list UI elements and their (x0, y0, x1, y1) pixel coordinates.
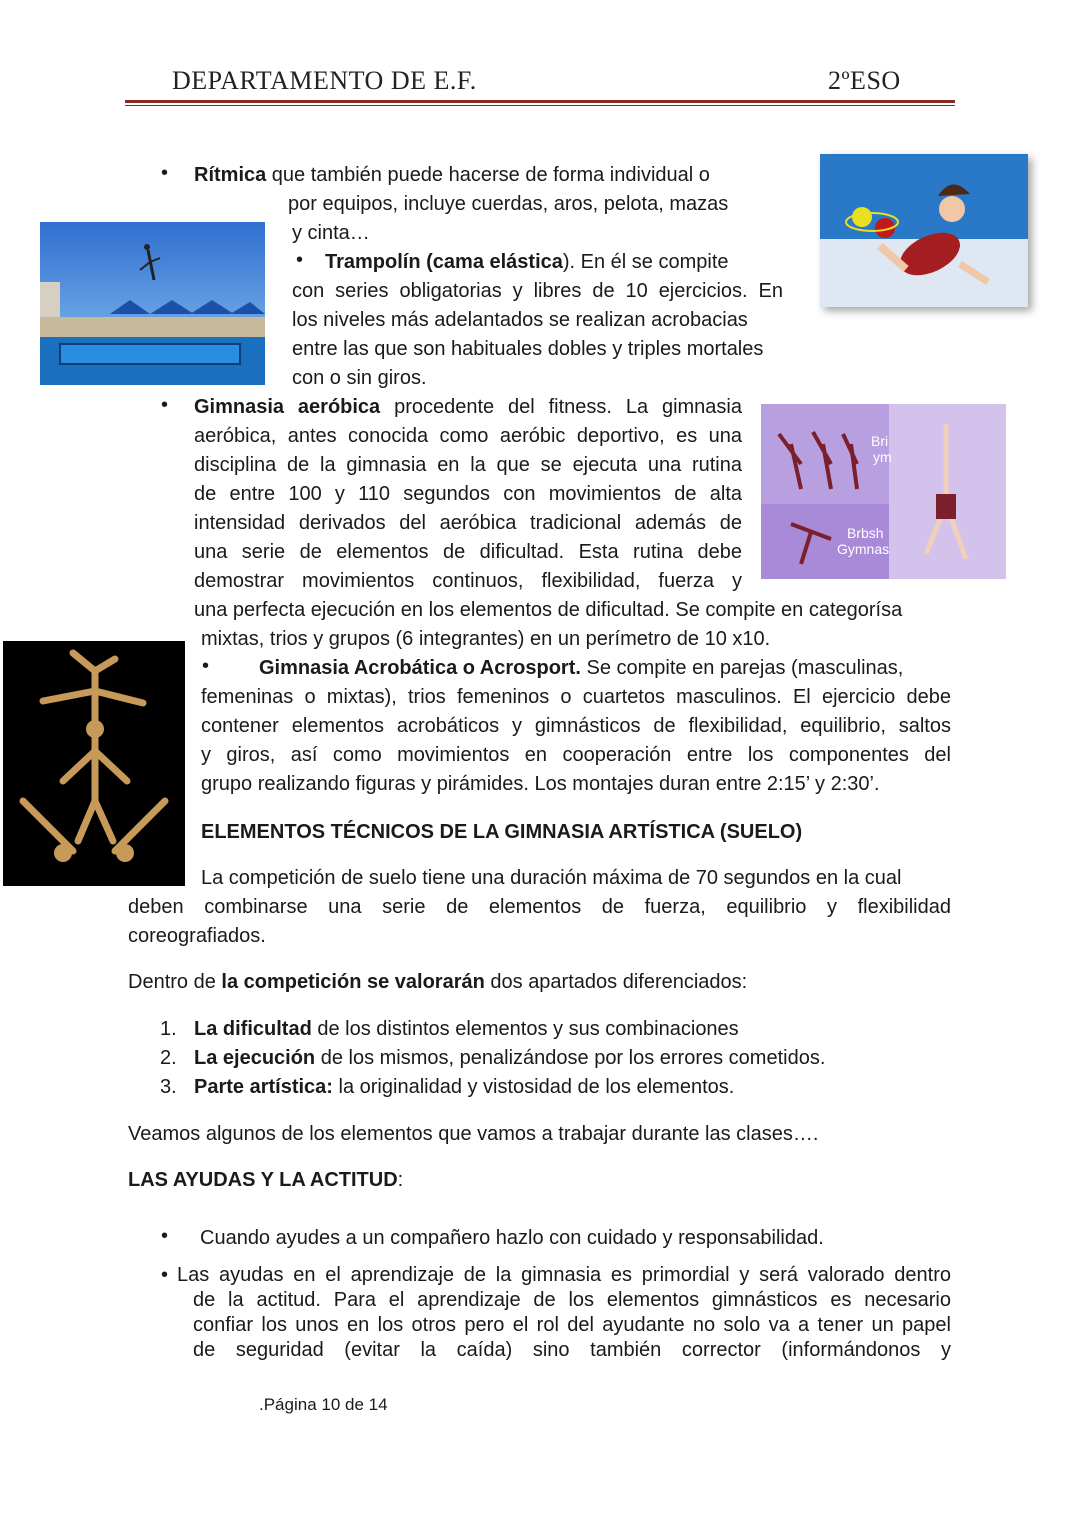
trampolin-line-2: con series obligatorias y libres de 10 ejercicios. En (292, 280, 783, 302)
criteria-bold: La dificultad (194, 1018, 312, 1040)
criteria-item (160, 1044, 825, 1073)
criteria-bold: Parte artística: (194, 1076, 333, 1098)
trampolin-line-1-text: ). En él se compite (562, 251, 729, 273)
aerobica-line-7: demostrar movimientos continuos, flexibilidad, fuerza y (194, 570, 742, 592)
arena-sign-text-4: Gymnas (837, 541, 890, 557)
acrosport-bullet: • (202, 655, 210, 677)
trampolin-line-1 (325, 248, 783, 277)
criteria-number: 3. (160, 1076, 177, 1098)
ritmica-line-1 (194, 161, 710, 190)
acrosport-line-2: femeninas o mixtas), trios femeninos o cuartetos masculinos. El ejercicio debe (201, 686, 951, 708)
acrosport-line-3: contener elementos acrobáticos y gimnásticos de flexibilidad, equilibrio, saltos (201, 715, 951, 737)
elementos-p2 (128, 968, 747, 997)
aerobica-bullet: • (161, 394, 169, 416)
rhythmic-gymnast-photo (820, 154, 1028, 307)
header-department: DEPARTAMENTO DE E.F. (172, 66, 477, 95)
acrosport-line-1-text: Se compite en parejas (masculinas, (580, 657, 904, 679)
acrosport-line-4: y giros, así como movimientos en cooperación entre los componentes del (201, 744, 951, 766)
ayudas-bullet-2: • (161, 1264, 169, 1286)
ayudas-heading-bold: LAS AYUDAS Y LA ACTITUD (128, 1169, 398, 1191)
aerobica-line-1 (194, 393, 742, 422)
arena-sign-text-2: ym (873, 449, 892, 465)
trampoline-photo (40, 222, 265, 385)
ritmica-bullet: • (161, 162, 169, 184)
arena-sign-text-3: Brbsh (847, 525, 884, 541)
acrosport-term: Gimnasia Acrobática o Acrosport. (259, 657, 581, 679)
header-rule (125, 100, 955, 103)
elementos-p1-line-1: La competición de suelo tiene una duración máxima de 70 segundos en la cual (201, 867, 902, 889)
criteria-item (160, 1073, 734, 1102)
ayudas-item-2-line-4: de seguridad (evitar la caída) sino también corrector (informándonos y (193, 1339, 951, 1361)
aerobica-line-2: aeróbica, antes conocida como aeróbic deportivo, es una (194, 425, 742, 447)
criteria-number: 2. (160, 1047, 177, 1069)
aerobica-line-4: de entre 100 y 110 segundos con movimientos de alta (194, 483, 742, 505)
elementos-p1-line-3: coreografiados. (128, 925, 266, 947)
veamos-text: Veamos algunos de los elementos que vamos a trabajar durante las clases…. (128, 1123, 819, 1145)
aerobica-line-1-text: procedente del fitness. La gimnasia (380, 396, 742, 418)
ayudas-item-1: Cuando ayudes a un compañero hazlo con cuidado y responsabilidad. (200, 1227, 824, 1249)
criteria-text: la originalidad y vistosidad de los elementos. (332, 1076, 735, 1098)
ritmica-term: Rítmica (194, 164, 267, 186)
aerobica-line-8: una perfecta ejecución en los elementos de dificultad. Se compite en categorísa (194, 599, 903, 621)
elementos-heading: ELEMENTOS TÉCNICOS DE LA GIMNASIA ARTÍSTICA (SUELO) (201, 821, 803, 843)
elementos-p2-bold: la competición se valorarán (221, 971, 485, 993)
criteria-text: de los distintos elementos y sus combinaciones (311, 1018, 739, 1040)
trampolin-term: Trampolín (cama elástica (325, 251, 563, 273)
elementos-p1-line-2: deben combinarse una serie de elementos de fuerza, equilibrio y flexibilidad (128, 896, 951, 918)
criteria-text: de los mismos, penalizándose por los errores cometidos. (315, 1047, 826, 1069)
ayudas-heading (128, 1166, 403, 1195)
header-rule-thin (125, 105, 955, 106)
criteria-bold: La ejecución (194, 1047, 316, 1069)
ayudas-heading-colon: : (397, 1169, 404, 1191)
ritmica-line-3: y cinta… (292, 222, 370, 244)
criteria-item (160, 1015, 739, 1044)
acrosport-line-5: grupo realizando figuras y pirámides. Los montajes duran entre 2:15’ y 2:30’. (201, 773, 880, 795)
ayudas-item-2-line-2: de la actitud. Para el aprendizaje de los elementos gimnásticos es necesario (193, 1289, 951, 1311)
ayudas-item-2-line-3: confiar los unos en los otros pero el rol del ayudante no solo va a tener un papel (193, 1314, 951, 1336)
elementos-p2-pre: Dentro de (128, 971, 222, 993)
elementos-p2-post: dos apartados diferenciados: (484, 971, 748, 993)
acrosport-pyramid-photo (3, 641, 185, 886)
ayudas-bullet-1: • (161, 1225, 169, 1247)
page-number: .Página 10 de 14 (259, 1395, 388, 1414)
criteria-number: 1. (160, 1018, 177, 1040)
aerobic-gymnastics-photo (761, 404, 1006, 579)
ritmica-line-2: por equipos, incluye cuerdas, aros, pelota, mazas (288, 193, 729, 215)
ayudas-item-2-line-1: Las ayudas en el aprendizaje de la gimnasia es primordial y será valorado dentro (177, 1264, 951, 1286)
aerobica-term: Gimnasia aeróbica (194, 396, 381, 418)
trampolin-bullet: • (296, 249, 304, 271)
header-course: 2ºESO (828, 66, 901, 95)
aerobica-line-3: disciplina de la gimnasia en la que se ejecuta una rutina (194, 454, 742, 476)
trampolin-line-4: entre las que son habituales dobles y triples mortales (292, 338, 764, 360)
aerobica-line-6: una serie de elementos de dificultad. Esta rutina debe (194, 541, 742, 563)
ritmica-line-1-text: que también puede hacerse de forma individual o (266, 164, 710, 186)
arena-sign-text-1: Bri (871, 433, 889, 449)
acrosport-line-1 (259, 654, 903, 683)
trampolin-line-5: con o sin giros. (292, 367, 427, 389)
aerobica-line-5: intensidad derivados del aeróbica tradicional además de (194, 512, 742, 534)
trampolin-line-3: los niveles más adelantados se realizan acrobacias (292, 309, 748, 331)
aerobica-line-9: mixtas, trios y grupos (6 integrantes) en un perímetro de 10 x10. (201, 628, 771, 650)
